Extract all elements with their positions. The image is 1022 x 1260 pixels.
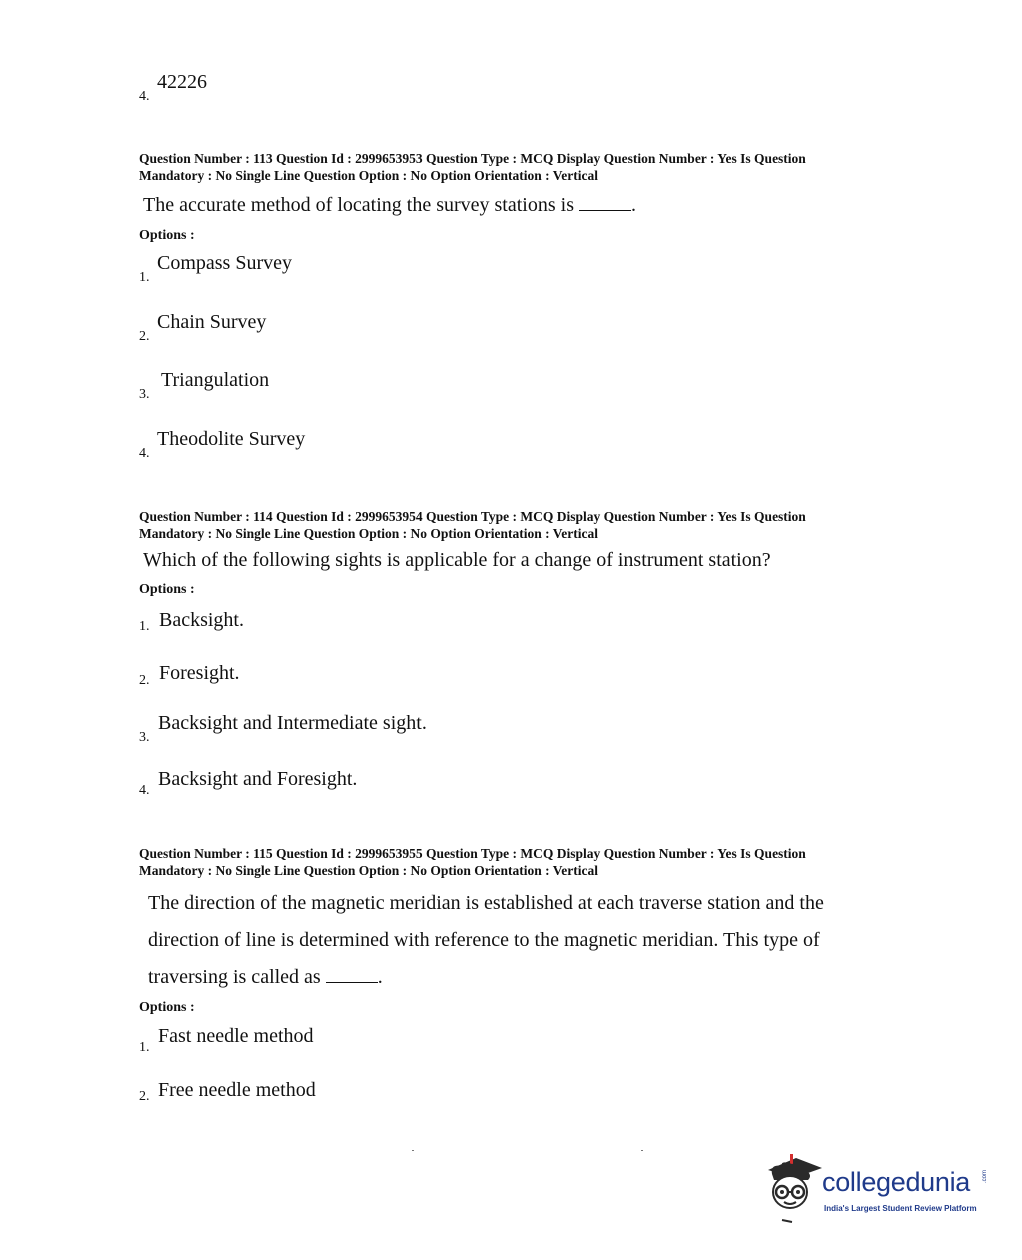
option-4-text[interactable]: Backsight and Foresight. — [158, 768, 358, 790]
question-text-end: . — [630, 194, 636, 216]
question-115-text — [148, 885, 883, 996]
question-line-3 — [148, 959, 883, 996]
meta-line-1: Question Number : 113 Question Id : 2999653953 Question Type : MCQ Display Question Number : Yes Is Question — [139, 151, 806, 166]
option-4-text[interactable]: Theodolite Survey — [157, 428, 306, 450]
meta-line-2: Mandatory : No Single Line Question Option : No Option Orientation : Vertical — [139, 863, 599, 878]
logo-wordmark: collegedunia — [822, 1167, 971, 1197]
option-1-text[interactable]: Backsight. — [159, 609, 244, 631]
option-1-text[interactable]: Fast needle method — [158, 1025, 314, 1047]
meta-line-2: Mandatory : No Single Line Question Option : No Option Orientation : Vertical — [139, 168, 599, 183]
question-113-meta — [139, 150, 899, 184]
meta-line-1: Question Number : 114 Question Id : 2999653954 Question Type : MCQ Display Question Number : Yes Is Question — [139, 509, 806, 524]
question-line-3-text: traversing is called as — [148, 966, 321, 988]
option-text: 42226 — [157, 71, 207, 93]
options-label: Options : — [139, 1000, 195, 1015]
question-text: The accurate method of locating the survey stations is — [143, 194, 574, 216]
option-3-text[interactable]: Triangulation — [161, 369, 270, 391]
option-1-number: 1. — [139, 270, 150, 285]
option-4-number: 4. — [139, 783, 150, 798]
option-2-text[interactable]: Foresight. — [159, 662, 240, 684]
option-2-number: 2. — [139, 673, 150, 688]
scan-speck — [641, 1150, 643, 1151]
scan-speck — [412, 1150, 414, 1151]
option-3-number: 3. — [139, 387, 150, 402]
option-2-text[interactable]: Chain Survey — [157, 311, 267, 333]
option-4-number: 4. — [139, 446, 150, 461]
question-114-meta — [139, 508, 899, 542]
answer-blank — [579, 196, 631, 211]
option-2-number: 2. — [139, 329, 150, 344]
option-number: 4. — [139, 89, 150, 104]
option-2-text[interactable]: Free needle method — [158, 1079, 316, 1101]
mascot-icon — [762, 1150, 824, 1226]
option-3-number: 3. — [139, 730, 150, 745]
option-1-number: 1. — [139, 1040, 150, 1055]
option-1-number: 1. — [139, 619, 150, 634]
logo-domain-suffix: .com — [982, 1169, 988, 1183]
options-label: Options : — [139, 582, 195, 597]
options-label: Options : — [139, 228, 195, 243]
option-3-text[interactable]: Backsight and Intermediate sight. — [158, 712, 427, 734]
question-113-text — [143, 194, 636, 217]
question-115-meta — [139, 845, 899, 879]
option-1-text[interactable]: Compass Survey — [157, 252, 292, 274]
question-114-text: Which of the following sights is applicable for a change of instrument station? — [143, 549, 771, 571]
meta-line-1: Question Number : 115 Question Id : 2999653955 Question Type : MCQ Display Question Number : Yes Is Question — [139, 846, 806, 861]
question-line-2: direction of line is determined with reference to the magnetic meridian. This type of — [148, 929, 820, 951]
answer-blank — [326, 968, 378, 983]
option-2-number: 2. — [139, 1089, 150, 1104]
collegedunia-logo[interactable] — [762, 1150, 1002, 1230]
question-line-1: The direction of the magnetic meridian is established at each traverse station and the — [148, 892, 824, 914]
question-text-end: . — [377, 966, 383, 988]
meta-line-2: Mandatory : No Single Line Question Option : No Option Orientation : Vertical — [139, 526, 599, 541]
logo-tagline: India's Largest Student Review Platform — [824, 1204, 977, 1213]
